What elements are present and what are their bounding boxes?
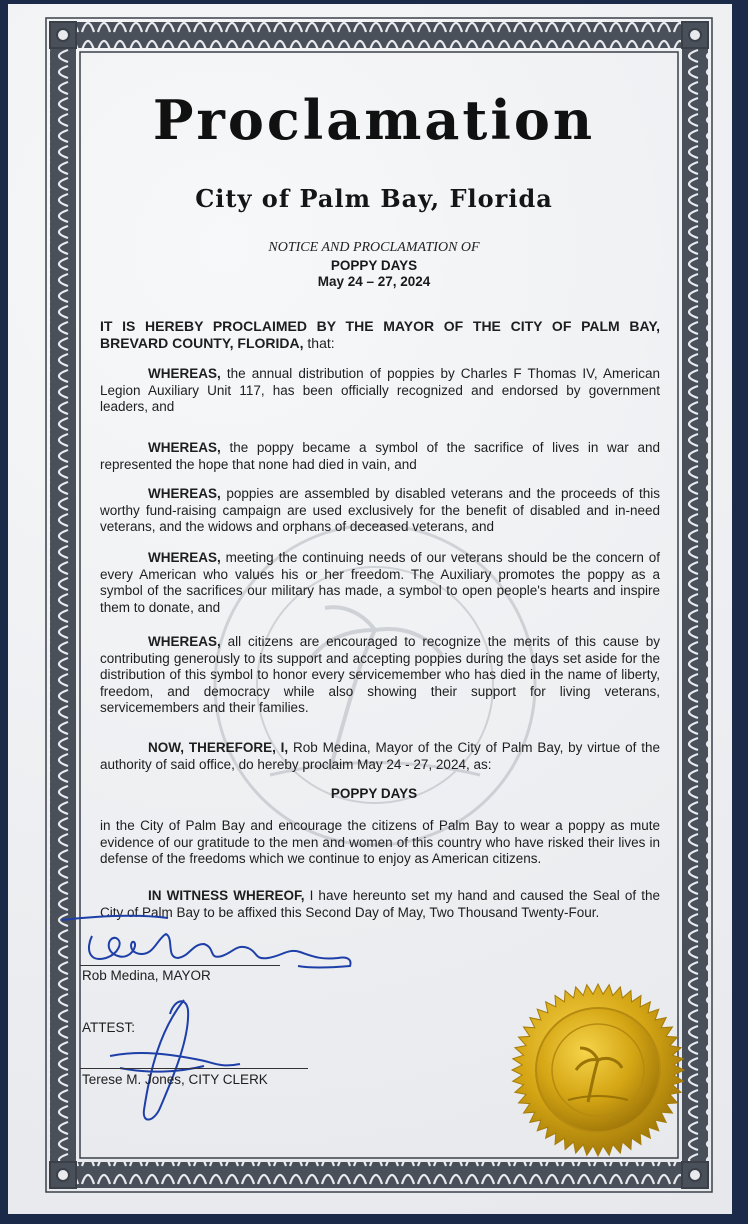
notice-line: NOTICE AND PROCLAMATION OF [268,240,480,255]
whereas-text: all citizens are encouraged to recognize the merits of this cause by contributing generously to its support and accepting poppies during the days set aside for the distribution of this symbol to honor every servicemember who has died in the name of liberty, freedom, and democracy while also showing their support for living veterans, servicemembers and their families. [100,634,660,715]
intro-paragraph [100,318,660,351]
whereas-label: WHEREAS, [148,440,221,455]
now-therefore-paragraph [100,740,660,773]
whereas-text: meeting the continuing needs of our veterans should be the concern of every American who values his or her freedom. The Auxiliary promotes the poppy as a symbol of the sacrifices our military has made, a symbol to open people's hearts and inspire them to donate, and [100,550,660,615]
intro-tail: that: [303,334,335,351]
document-title: Proclamation [152,88,596,152]
attest-label: ATTEST: [82,1020,136,1035]
event-name: POPPY DAYS [330,258,418,273]
clerk-signature-label: Terese M. Jones, CITY CLERK [82,1072,268,1087]
whereas-text: poppies are assembled by disabled veterans and the proceeds of this worthy fund-raising campaign are used exclusively for the benefit of disabled and in-need veterans, and the widows and orphans of deceased veterans, and [100,486,660,534]
gold-city-seal [508,980,688,1160]
whereas-paragraph-3 [100,486,660,536]
whereas-label: WHEREAS, [148,550,221,565]
whereas-paragraph-4 [100,550,660,616]
whereas-text: the annual distribution of poppies by Charles F Thomas IV, American Legion Auxiliary Unit 117, has been officially recognized and endorsed by government leaders, and [100,366,660,414]
now-therefore-label: NOW, THEREFORE, I, [148,740,289,755]
event-dates: May 24 – 27, 2024 [317,274,431,289]
mayor-signature-label: Rob Medina, MAYOR [82,968,211,983]
whereas-label: WHEREAS, [148,634,221,649]
document-subtitle: City of Palm Bay, Florida [195,184,553,213]
witness-label: IN WITNESS WHEREOF, [148,888,305,903]
clerk-signature-line [80,1068,308,1069]
mayor-signature-line [80,965,280,966]
whereas-text: the poppy became a symbol of the sacrifice of lives in war and represented the hope that none had died in vain, and [100,440,660,472]
witness-text: I have hereunto set my hand and caused the Seal of the City of Palm Bay to be affixed this Second Day of May, Two Thousand Twenty-Four. [100,888,660,920]
whereas-paragraph-5 [100,634,660,717]
now-therefore-text: Rob Medina, Mayor of the City of Palm Bay, by virtue of the authority of said office, do hereby proclaim May 24 - 27, 2024, as: [100,740,660,772]
intro-bold: IT IS HEREBY PROCLAIMED BY THE MAYOR OF THE CITY OF PALM BAY, BREVARD COUNTY, FLORIDA, [100,318,660,351]
whereas-label: WHEREAS, [148,366,221,381]
whereas-label: WHEREAS, [148,486,221,501]
whereas-paragraph-1 [100,366,660,416]
whereas-paragraph-2 [100,440,660,473]
encourage-paragraph: in the City of Palm Bay and encourage the citizens of Palm Bay to wear a poppy as mute evidence of our gratitude to the men and women of this country who have risked their lives in defense of the freedoms which we continue to enjoy as American citizens. [100,818,660,866]
proclaimed-name: POPPY DAYS [330,786,418,801]
clerk-signature [100,990,260,1130]
